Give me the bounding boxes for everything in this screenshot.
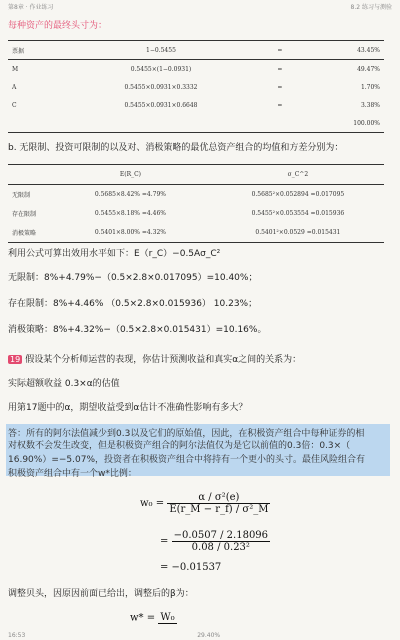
table-cell: 存在限制 <box>12 211 37 218</box>
table-cell: 49.47% <box>357 65 380 73</box>
table-cell: M <box>12 65 19 73</box>
answer-line-1: 答：所有的阿尔法值减少到0.3以及它们的原始值，因此，在积极资产组合中每种证券的相 <box>8 429 365 439</box>
table-cell <box>198 185 212 205</box>
table-cell <box>263 114 296 133</box>
table-cell <box>198 223 212 243</box>
table-cell: = <box>263 41 296 60</box>
table-cell: 0.5401²×0.0529 =0.015431 <box>212 223 384 243</box>
table-cell <box>59 114 264 133</box>
table-cell: 0.5685²×0.052894 =0.017095 <box>251 191 345 198</box>
formula-fraction-3 <box>158 612 176 624</box>
fraction-numerator: W₀ <box>160 612 175 623</box>
formula-w0 <box>140 492 270 515</box>
table-cell: 0.5401×8.00% =4.32% <box>63 223 198 243</box>
fraction-denominator: E(r_M − r_f) / σ²_M <box>169 504 269 515</box>
table-row <box>8 41 384 60</box>
formula-w-star <box>130 612 177 624</box>
question-line-3: 用第17题中的α，期望收益受到α估计不准确性影响有多大？ <box>8 403 248 413</box>
formula-fraction-2 <box>172 530 270 553</box>
fraction-denominator: 0.08 / 0.23² <box>191 542 250 553</box>
table-cell: 消极策略 <box>8 223 63 243</box>
table-cell: = <box>277 101 283 109</box>
utility-unrestricted: 无限制：8%+4.79%−（0.5×2.8×0.017095）=10.40%； <box>8 273 258 283</box>
table-cell: 3.38% <box>360 101 380 109</box>
section-b-text: b. 无限制、投资可限制的以及对、消极策略的最优总资产组合的均值和方差分别为： <box>8 143 344 153</box>
utility-restricted: 存在限制：8%+4.46% （0.5×2.8×0.015936） 10.23%； <box>8 299 258 309</box>
table-cell <box>198 165 212 185</box>
table-row <box>8 185 384 205</box>
table-cell: 0.5685×8.42% =4.79% <box>94 191 166 198</box>
table-row <box>8 96 384 114</box>
table-cell: 43.45% <box>296 41 384 60</box>
status-bar <box>0 0 400 12</box>
table-row <box>8 165 384 185</box>
table-cell: 0.5455×0.0931×0.3332 <box>124 83 198 91</box>
status-right: 8.2 练习与测验 <box>350 3 392 11</box>
table-row <box>8 78 384 96</box>
progress-label: 29.40% <box>197 631 221 639</box>
table-cell <box>8 114 59 133</box>
table-cell: A <box>12 83 17 91</box>
status-left: 第8章 · 作业练习 <box>8 3 54 11</box>
question-19 <box>8 352 301 365</box>
position-table <box>8 40 384 133</box>
formula-equals: = <box>160 536 169 547</box>
table-row <box>8 60 384 79</box>
bottom-bar <box>0 630 400 640</box>
question-number-badge: 19 <box>10 355 21 364</box>
table-cell: 1.70% <box>360 83 380 91</box>
formula-result: = −0.01537 <box>160 562 222 573</box>
table-cell: 票据 <box>8 41 59 60</box>
table-cell: 0.5455×0.0931×0.6648 <box>124 101 198 109</box>
formula-fraction-1 <box>167 492 270 515</box>
table-cell: = <box>277 65 283 73</box>
intro-text: 每种资产的最终头寸为： <box>8 21 108 31</box>
answer-line-4: 积极资产组合中有一个w*比例： <box>8 469 137 479</box>
table-cell: C <box>12 101 17 109</box>
table-cell: = <box>277 83 283 91</box>
formula-lhs: w₀ = <box>140 498 165 509</box>
table-cell: 1−0.5455 <box>59 41 264 60</box>
table-cell: σ_C^2 <box>212 165 384 185</box>
table-cell <box>8 165 63 185</box>
table-cell: 0.5455²×0.053554 =0.015936 <box>251 210 345 217</box>
table-cell: 无限制 <box>12 192 31 199</box>
utility-intro: 利用公式可算出效用水平如下：E（r_C）−0.5Aσ_C² <box>8 249 221 259</box>
formula-step-2 <box>160 530 270 553</box>
table-cell: 0.5455×(1−0.0931) <box>130 65 192 73</box>
table-row <box>8 204 384 223</box>
utility-passive: 消极策略：8%+4.32%−（0.5×2.8×0.015431）=10.16%。 <box>8 325 267 335</box>
table-cell <box>198 204 212 223</box>
fraction-numerator: −0.0507 / 2.18096 <box>173 530 269 541</box>
fraction-numerator: α / σ²(e) <box>167 492 270 504</box>
table-total: 100.00% <box>296 114 384 133</box>
table-row <box>8 114 384 133</box>
table-cell: 0.5455×8.18% =4.46% <box>94 210 166 217</box>
table-row <box>8 223 384 243</box>
formula-lhs: w* = <box>130 612 156 624</box>
footer-text: 调整贝头，因原因前面已给出，调整后的β为： <box>8 589 194 599</box>
question-text: 假设某个分析师运营的表现，你估计预测收益和真实α之间的关系为： <box>25 355 302 365</box>
question-line-2: 实际超额收益 0.3×α的估值 <box>8 379 120 389</box>
time-label: 16:53 <box>8 631 26 639</box>
answer-line-3: 16.90%）=−5.07%，投资者在积极资产组合中将持有一个更小的头寸。最佳风险组合有 <box>8 455 365 465</box>
table-cell: E(R_C) <box>63 165 198 185</box>
answer-line-2: 对权数不会发生改变，但是积极资产组合的阿尔法值仅为是它以前值的0.3倍：0.3×（ <box>8 441 351 451</box>
portfolio-table <box>8 164 384 243</box>
